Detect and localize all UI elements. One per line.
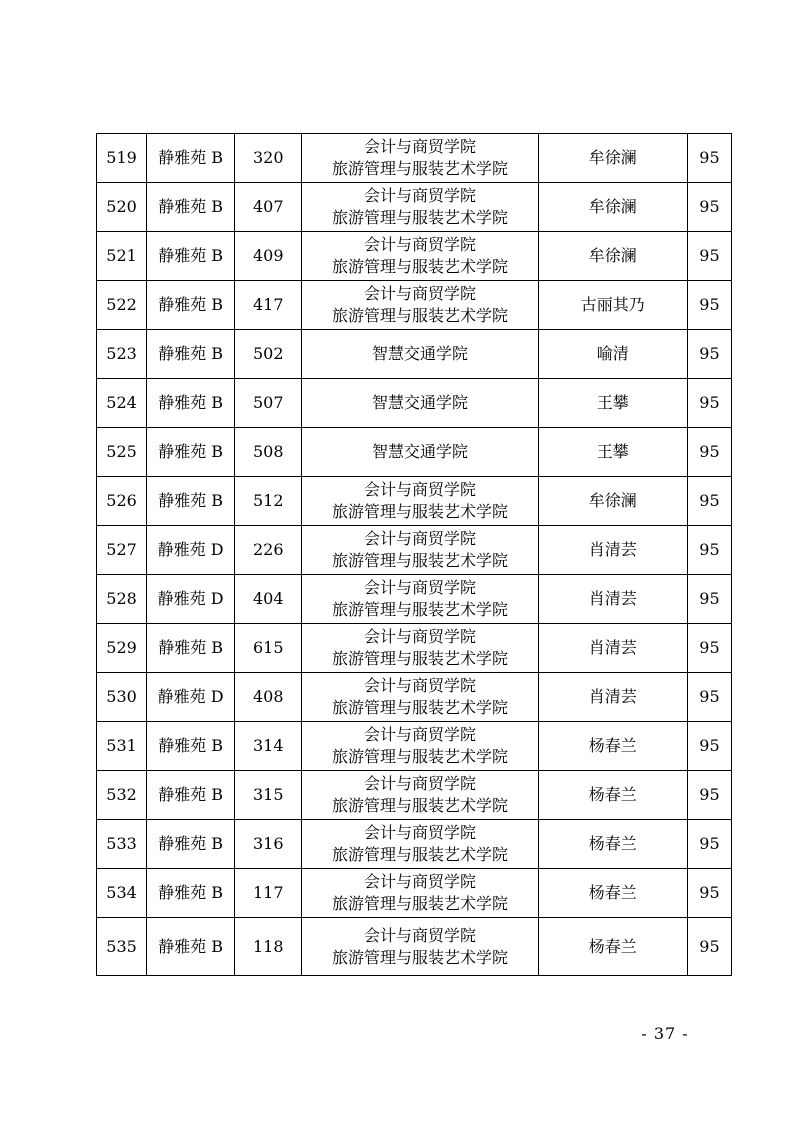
table-row bbox=[97, 722, 732, 771]
cell-building: 静雅苑 D bbox=[147, 575, 235, 624]
cell-room: 417 bbox=[235, 281, 302, 330]
cell-building: 静雅苑 B bbox=[147, 379, 235, 428]
cell-number: 520 bbox=[97, 183, 147, 232]
cell-number: 522 bbox=[97, 281, 147, 330]
cell-name: 喻清 bbox=[538, 330, 687, 379]
cell-room: 615 bbox=[235, 624, 302, 673]
table-row bbox=[97, 134, 732, 183]
cell-name: 王攀 bbox=[538, 379, 687, 428]
cell-building: 静雅苑 B bbox=[147, 918, 235, 976]
college-line-1: 会计与商贸学院 bbox=[363, 578, 476, 597]
table-row bbox=[97, 624, 732, 673]
cell-building: 静雅苑 B bbox=[147, 428, 235, 477]
college-line-1: 会计与商贸学院 bbox=[363, 284, 476, 303]
cell-room: 316 bbox=[235, 820, 302, 869]
cell-score: 95 bbox=[687, 477, 731, 526]
page-number: - 37 - bbox=[641, 1024, 689, 1043]
college-line-1: 会计与商贸学院 bbox=[363, 872, 476, 891]
college-line-2: 旅游管理与服装艺术学院 bbox=[331, 159, 508, 178]
cell-building: 静雅苑 B bbox=[147, 232, 235, 281]
college-line-2: 旅游管理与服装艺术学院 bbox=[331, 698, 508, 717]
cell-room: 407 bbox=[235, 183, 302, 232]
cell-name: 王攀 bbox=[538, 428, 687, 477]
cell-room: 314 bbox=[235, 722, 302, 771]
cell-name: 杨春兰 bbox=[538, 771, 687, 820]
cell-room: 404 bbox=[235, 575, 302, 624]
college-line-1: 会计与商贸学院 bbox=[363, 823, 476, 842]
cell-college bbox=[302, 330, 538, 379]
cell-name: 古丽其乃 bbox=[538, 281, 687, 330]
cell-number: 533 bbox=[97, 820, 147, 869]
cell-college bbox=[302, 624, 538, 673]
college-line-1: 会计与商贸学院 bbox=[363, 480, 476, 499]
cell-score: 95 bbox=[687, 281, 731, 330]
cell-building: 静雅苑 B bbox=[147, 477, 235, 526]
cell-number: 523 bbox=[97, 330, 147, 379]
cell-name: 肖清芸 bbox=[538, 673, 687, 722]
college-line-2: 旅游管理与服装艺术学院 bbox=[331, 257, 508, 276]
cell-score: 95 bbox=[687, 820, 731, 869]
table-row bbox=[97, 477, 732, 526]
cell-room: 117 bbox=[235, 869, 302, 918]
cell-score: 95 bbox=[687, 673, 731, 722]
cell-building: 静雅苑 D bbox=[147, 673, 235, 722]
college-line-2: 旅游管理与服装艺术学院 bbox=[331, 502, 508, 521]
cell-name: 杨春兰 bbox=[538, 869, 687, 918]
table-body bbox=[97, 134, 732, 976]
cell-college bbox=[302, 183, 538, 232]
college-line-2: 旅游管理与服装艺术学院 bbox=[331, 747, 508, 766]
table-row bbox=[97, 918, 732, 976]
cell-building: 静雅苑 B bbox=[147, 330, 235, 379]
table-row bbox=[97, 330, 732, 379]
cell-name: 肖清芸 bbox=[538, 526, 687, 575]
cell-room: 409 bbox=[235, 232, 302, 281]
cell-room: 315 bbox=[235, 771, 302, 820]
cell-room: 320 bbox=[235, 134, 302, 183]
college-line-2: 旅游管理与服装艺术学院 bbox=[331, 649, 508, 668]
cell-building: 静雅苑 B bbox=[147, 134, 235, 183]
college-line-2: 旅游管理与服装艺术学院 bbox=[331, 894, 508, 913]
table-row bbox=[97, 526, 732, 575]
cell-score: 95 bbox=[687, 869, 731, 918]
cell-number: 519 bbox=[97, 134, 147, 183]
college-line-2: 旅游管理与服装艺术学院 bbox=[331, 947, 508, 967]
college-line-1: 会计与商贸学院 bbox=[363, 529, 476, 548]
college-line-2: 旅游管理与服装艺术学院 bbox=[331, 600, 508, 619]
cell-building: 静雅苑 D bbox=[147, 526, 235, 575]
cell-name: 牟徐澜 bbox=[538, 183, 687, 232]
cell-room: 502 bbox=[235, 330, 302, 379]
table-row bbox=[97, 575, 732, 624]
college-line-1: 会计与商贸学院 bbox=[363, 725, 476, 744]
cell-number: 535 bbox=[97, 918, 147, 976]
cell-number: 527 bbox=[97, 526, 147, 575]
college-line-1: 会计与商贸学院 bbox=[363, 186, 476, 205]
cell-college bbox=[302, 673, 538, 722]
cell-score: 95 bbox=[687, 183, 731, 232]
table-row bbox=[97, 183, 732, 232]
cell-number: 531 bbox=[97, 722, 147, 771]
table-row bbox=[97, 428, 732, 477]
cell-college bbox=[302, 477, 538, 526]
college-line-1: 会计与商贸学院 bbox=[363, 676, 476, 695]
college-line-2: 旅游管理与服装艺术学院 bbox=[331, 796, 508, 815]
cell-name: 牟徐澜 bbox=[538, 134, 687, 183]
cell-score: 95 bbox=[687, 722, 731, 771]
cell-score: 95 bbox=[687, 918, 731, 976]
cell-name: 肖清芸 bbox=[538, 624, 687, 673]
college-line-2: 旅游管理与服装艺术学院 bbox=[331, 306, 508, 325]
cell-room: 508 bbox=[235, 428, 302, 477]
college-line-1: 会计与商贸学院 bbox=[363, 235, 476, 254]
table-row bbox=[97, 673, 732, 722]
cell-building: 静雅苑 B bbox=[147, 869, 235, 918]
college-line-1: 会计与商贸学院 bbox=[363, 137, 476, 156]
cell-college bbox=[302, 820, 538, 869]
cell-room: 118 bbox=[235, 918, 302, 976]
college-line-2: 旅游管理与服装艺术学院 bbox=[331, 845, 508, 864]
cell-name: 牟徐澜 bbox=[538, 232, 687, 281]
cell-score: 95 bbox=[687, 526, 731, 575]
cell-building: 静雅苑 B bbox=[147, 771, 235, 820]
cell-name: 杨春兰 bbox=[538, 820, 687, 869]
cell-score: 95 bbox=[687, 232, 731, 281]
cell-score: 95 bbox=[687, 771, 731, 820]
cell-college bbox=[302, 771, 538, 820]
cell-building: 静雅苑 B bbox=[147, 281, 235, 330]
cell-college bbox=[302, 918, 538, 976]
cell-number: 532 bbox=[97, 771, 147, 820]
cell-score: 95 bbox=[687, 330, 731, 379]
cell-room: 512 bbox=[235, 477, 302, 526]
cell-number: 521 bbox=[97, 232, 147, 281]
cell-number: 530 bbox=[97, 673, 147, 722]
cell-college bbox=[302, 526, 538, 575]
cell-college bbox=[302, 134, 538, 183]
dormitory-score-table bbox=[96, 133, 732, 976]
cell-college bbox=[302, 869, 538, 918]
cell-building: 静雅苑 B bbox=[147, 183, 235, 232]
cell-room: 507 bbox=[235, 379, 302, 428]
cell-name: 肖清芸 bbox=[538, 575, 687, 624]
cell-number: 526 bbox=[97, 477, 147, 526]
cell-college bbox=[302, 232, 538, 281]
cell-building: 静雅苑 B bbox=[147, 722, 235, 771]
cell-score: 95 bbox=[687, 575, 731, 624]
table-row bbox=[97, 232, 732, 281]
college-line-1: 智慧交通学院 bbox=[371, 442, 468, 461]
cell-number: 525 bbox=[97, 428, 147, 477]
cell-college bbox=[302, 722, 538, 771]
college-line-2: 旅游管理与服装艺术学院 bbox=[331, 551, 508, 570]
cell-score: 95 bbox=[687, 624, 731, 673]
table-row bbox=[97, 281, 732, 330]
college-line-1: 会计与商贸学院 bbox=[363, 774, 476, 793]
cell-college bbox=[302, 428, 538, 477]
cell-score: 95 bbox=[687, 134, 731, 183]
cell-name: 牟徐澜 bbox=[538, 477, 687, 526]
cell-score: 95 bbox=[687, 428, 731, 477]
cell-number: 528 bbox=[97, 575, 147, 624]
cell-number: 529 bbox=[97, 624, 147, 673]
table-row bbox=[97, 820, 732, 869]
cell-room: 408 bbox=[235, 673, 302, 722]
college-line-1: 智慧交通学院 bbox=[371, 393, 468, 412]
college-line-1: 会计与商贸学院 bbox=[363, 627, 476, 646]
cell-name: 杨春兰 bbox=[538, 918, 687, 976]
cell-building: 静雅苑 B bbox=[147, 624, 235, 673]
cell-number: 534 bbox=[97, 869, 147, 918]
college-line-2: 旅游管理与服装艺术学院 bbox=[331, 208, 508, 227]
cell-college bbox=[302, 379, 538, 428]
table-row bbox=[97, 379, 732, 428]
cell-name: 杨春兰 bbox=[538, 722, 687, 771]
cell-number: 524 bbox=[97, 379, 147, 428]
cell-college bbox=[302, 281, 538, 330]
college-line-1: 会计与商贸学院 bbox=[363, 925, 476, 945]
cell-score: 95 bbox=[687, 379, 731, 428]
cell-college bbox=[302, 575, 538, 624]
table-row bbox=[97, 869, 732, 918]
table-row bbox=[97, 771, 732, 820]
college-line-1: 智慧交通学院 bbox=[371, 344, 468, 363]
cell-room: 226 bbox=[235, 526, 302, 575]
cell-building: 静雅苑 B bbox=[147, 820, 235, 869]
